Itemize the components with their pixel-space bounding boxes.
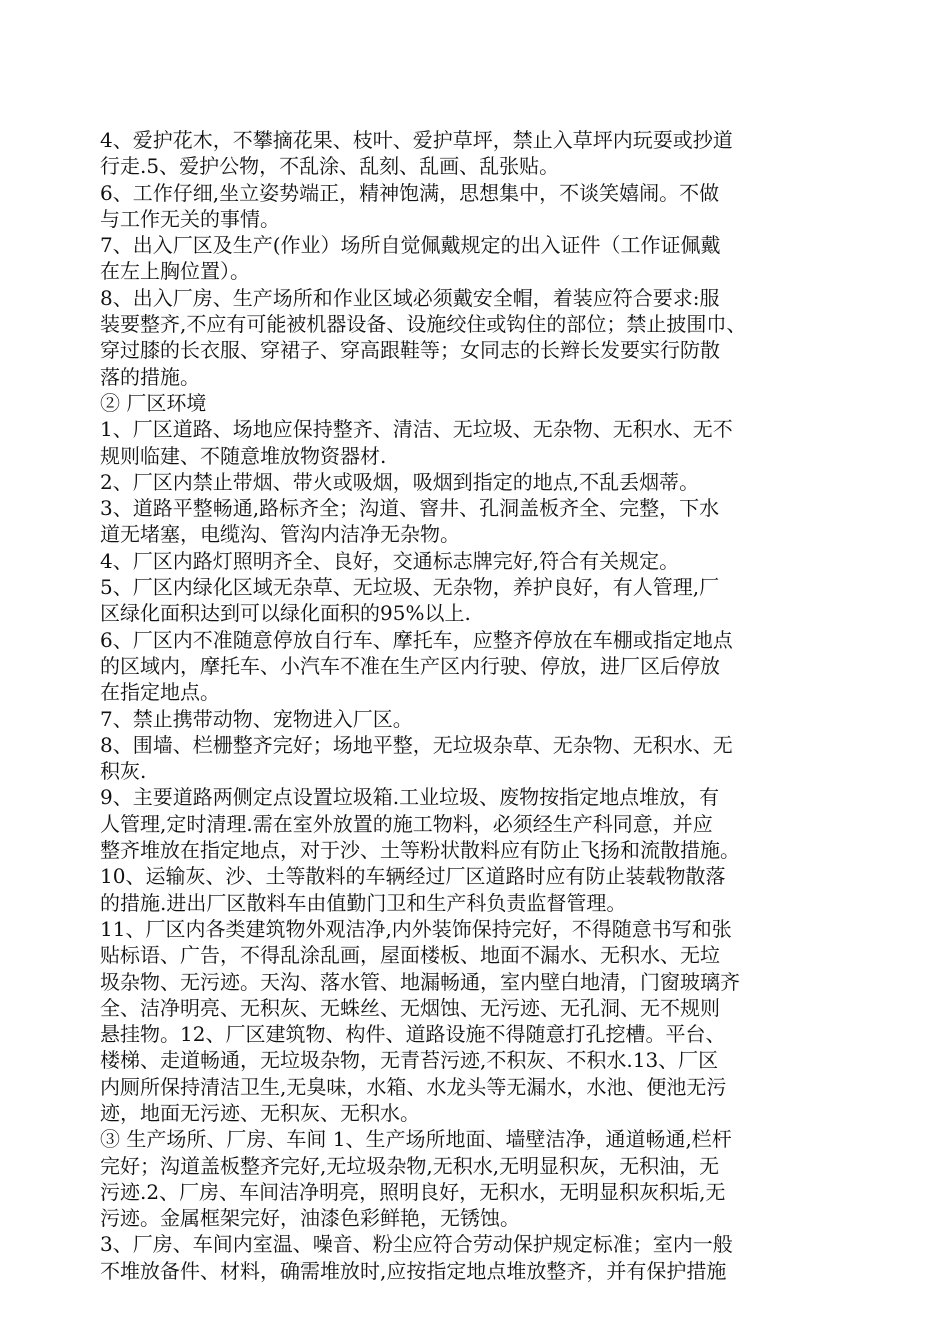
paragraph-10: 5、厂区内绿化区域无杂草、无垃圾、无杂物，养护良好，有人管理,厂 区绿化面积达到可以绿化面积的95%以上. (100, 575, 720, 626)
paragraph-18: 3、厂房、车间内室温、噪音、粉尘应符合劳动保护规定标准；室内一般 不堆放备件、材料，确需堆放时,应按指定地点堆放整齐，并有保护措施 (100, 1232, 733, 1283)
paragraph-3: 7、出入厂区及生产(作业）场所自觉佩戴规定的出入证件（工作证佩戴 在左上胸位置）。 (100, 233, 721, 284)
paragraph-9: 4、厂区内路灯照明齐全、良好，交通标志牌完好,符合有关规定。 (100, 548, 680, 573)
section-heading-factory-environment: ② 厂区环境 (100, 390, 207, 415)
paragraph-7: 2、厂区内禁止带烟、带火或吸烟，吸烟到指定的地点,不乱丢烟蒂。 (100, 469, 700, 494)
paragraph-12: 7、禁止携带动物、宠物进入厂区。 (100, 706, 413, 731)
paragraph-4: 8、出入厂房、生产场所和作业区域必须戴安全帽，着装应符合要求:服 装要整齐,不应有可能被机器设备、设施绞住或钩住的部位；禁止披围巾、 穿过膝的长衣服、穿裙子、穿高跟鞋等；女同志的长辫长发要实行防散 落的措施。 (100, 285, 747, 389)
paragraph-16: 11、厂区内各类建筑物外观洁净,内外装饰保持完好，不得随意书写和张 贴标语、广告，不得乱涂乱画，屋面楼板、地面不漏水、无积水、无垃 圾杂物、无污迹。天沟、落水管、地漏畅通，室内壁白地清，门窗玻璃齐 全、洁净明亮、无积灰、无蛛丝、无烟蚀、无污迹、无孔洞、无不规则 悬挂物。12、厂区建筑物、构件、道路设施不得随意打孔挖槽。平台、 楼梯、走道畅通，无垃圾杂物，无青苔污迹,不积灰、不积水.13、厂区 内厕所保持清洁卫生,无臭味，水箱、水龙头等无漏水，水池、便池无污 迹，地面无污迹、无积灰、无积水。 (100, 916, 740, 1125)
paragraph-11: 6、厂区内不准随意停放自行车、摩托车，应整齐停放在车棚或指定地点 的区域内，摩托车、小汽车不准在生产区内行驶、停放，进厂区后停放 在指定地点。 (100, 627, 733, 705)
section-production-sites: ③ 生产场所、厂房、车间 1、生产场所地面、墙壁洁净，通道畅通,栏杆 完好；沟道盖板整齐完好,无垃圾杂物,无积水,无明显积灰，无积油，无 污迹.2、厂房、车间洁净明亮，照明良好，无积水，无明显积灰积垢,无 污迹。金属框架完好，油漆色彩鲜艳，无锈蚀。 (100, 1127, 732, 1231)
paragraph-1: 4、爱护花木，不攀摘花果、枝叶、爱护草坪，禁止入草坪内玩耍或抄道 行走.5、爱护公物，不乱涂、乱刻、乱画、乱张贴。 (100, 128, 733, 179)
paragraph-6: 1、厂区道路、场地应保持整齐、清洁、无垃圾、无杂物、无积水、无不 规则临建、不随意堆放物资器材. (100, 417, 733, 468)
document-page (100, 127, 860, 1284)
paragraph-13: 8、围墙、栏栅整齐完好；场地平整，无垃圾杂草、无杂物、无积水、无 积灰. (100, 732, 733, 784)
paragraph-8: 3、道路平整畅通,路标齐全；沟道、窨井、孔洞盖板齐全、完整，下水 道无堵塞，电缆沟、管沟内洁净无杂物。 (100, 496, 720, 547)
paragraph-2: 6、工作仔细,坐立姿势端正，精神饱满，思想集中，不谈笑嬉闹。不做 与工作无关的事情。 (100, 180, 720, 231)
paragraph-15: 10、运输灰、沙、土等散料的车辆经过厂区道路时应有防止装载物散落 的措施.进出厂区散料车由值勤门卫和生产科负责监督管理。 (100, 864, 726, 915)
paragraph-14: 9、主要道路两侧定点设置垃圾箱.工业垃圾、废物按指定地点堆放，有 人管理,定时清理.需在室外放置的施工物料，必须经生产科同意，并应 整齐堆放在指定地点，对于沙、土等粉状散料应有防止飞扬和流散措施。 (100, 785, 740, 863)
